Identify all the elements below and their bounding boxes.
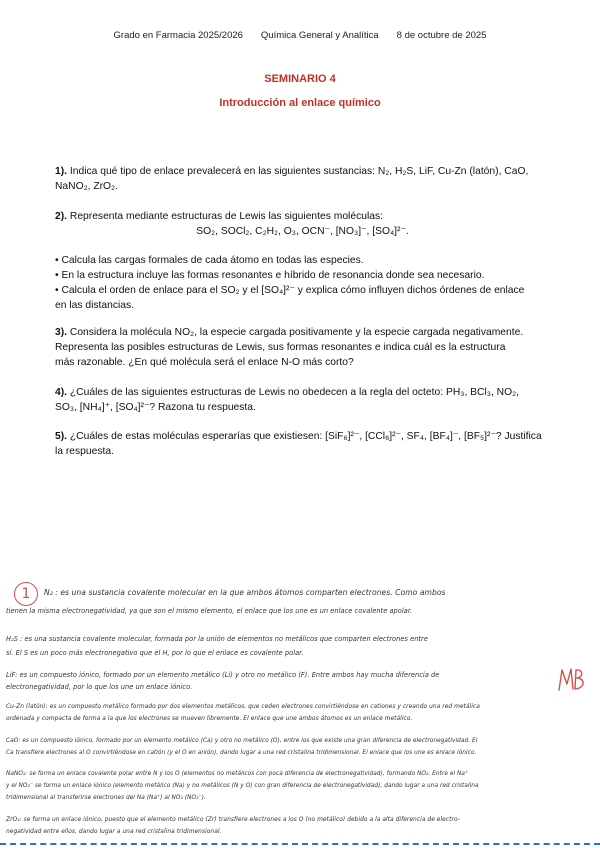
handwritten-answer <box>0 575 600 843</box>
document-header <box>0 30 600 41</box>
question-2-line-1 <box>55 209 550 224</box>
question-2 <box>55 209 550 313</box>
handwritten-line: sí. El S es un poco más electronegativo que el H, por lo que el enlace es covalente polar. <box>6 649 304 657</box>
question-1-number: 1). <box>55 166 68 177</box>
question-1-text: Indica qué tipo de enlace prevalecerá en las siguientes sustancias: N₂, H₂S, LiF, Cu-Zn (latón), CaO, <box>67 166 529 177</box>
handwritten-line: y el NO₂⁻ se forma un enlace iónico (elemento metálico (Na) y no metálicos (N y O) con gran diferencia de electronegatividad), dando lugar a una red cristalina <box>6 783 479 789</box>
bullet-item: en las distancias. <box>55 300 134 311</box>
bullet-item: • Calcula las cargas formales de cada átomo en todas las especies. <box>55 255 364 266</box>
handwritten-line: N₂ : es una sustancia covalente molecular en la que ambos átomos comparten electrones. Como ambos <box>44 588 446 597</box>
handwritten-line: negatividad entre ellos, dando lugar a una red cristalina tridimensional. <box>6 829 222 835</box>
question-3-text: Considera la molécula NO₂, la especie cargada positivamente y la especie cargada negativamente. <box>67 327 524 338</box>
question-2-number: 2). <box>55 211 68 222</box>
question-3-line-3: más razonable. ¿En qué molécula será el enlace N-O más corto? <box>55 357 354 368</box>
handwritten-line: LiF: es un compuesto iónico, formado por un elemento metálico (Li) y otro no metálico (F). Entre ambos hay mucha diferencia de <box>6 671 440 679</box>
question-1-line-2: NaNO₂, ZrO₂. <box>55 181 118 192</box>
circled-number: 1 <box>14 582 38 606</box>
handwritten-line: electronegatividad, por lo que los une un enlace iónico. <box>6 683 193 691</box>
handwritten-line: Cu-Zn (latón): es un compuesto metálico formado por dos elementos metálicos, que ceden electrones convirtiéndose en cationes y creando una red metálica <box>6 704 480 710</box>
question-4-text: ¿Cuáles de las siguientes estructuras de Lewis no obedecen a la regla del octeto: PH₃, BCl₃, NO₂, <box>67 387 519 398</box>
question-5-line-1 <box>55 429 550 444</box>
question-5-number: 5). <box>55 431 68 442</box>
question-3 <box>55 325 550 370</box>
question-3-line-1 <box>55 325 550 340</box>
handwritten-line: H₂S : es una sustancia covalente molecular, formada por la unión de elementos no metálicos que comparten electrones entre <box>6 635 428 643</box>
handwritten-line: Ca transfiere electrones al O convirtiéndose en catión (y el O en anión), dando lugar a una red cristalina tridimensional. El enlace que los une es enlace iónico. <box>6 750 477 756</box>
question-2-bullets <box>55 253 550 313</box>
question-3-line-2: Representa las posibles estructuras de Lewis, sus formas resonantes e indica cuál es la estructura <box>55 342 506 353</box>
seminar-subtitle: Introducción al enlace químico <box>219 97 381 109</box>
handwritten-line: ZrO₂: se forma un enlace iónico, puesto que el elemento metálico (Zr) transfiere electrones a los O (no metálico) debido a la alta diferencia de electro- <box>6 817 460 823</box>
date-label: 8 de octubre de 2025 <box>396 30 487 41</box>
question-5-text: ¿Cuáles de estas moléculas esperarías que existiesen: [SiF₆]²⁻, [CCl₆]²⁻, SF₄, [BF₄]⁻, [BF₅]²⁻? Justifica <box>67 431 542 442</box>
question-3-number: 3). <box>55 327 68 338</box>
handwritten-line: NaNO₂: se forma un enlace covalente polar entre N y los O (elementos no metálicos con poca diferencia de electronegatividad), formando NO₂. Entre el Na⁺ <box>6 771 469 777</box>
handwritten-line: CaO: es un compuesto iónico, formado por un elemento metálico (Ca) y otro no metálico (O), entre los que existe una gran diferencia de electronegatividad. El <box>6 738 478 744</box>
subject-label: Química General y Analítica <box>260 30 379 41</box>
question-4-line-1 <box>55 385 550 400</box>
teacher-initials-mark <box>556 664 588 694</box>
question-4-line-2: SO₃, [NH₄]⁺, [SO₄]²⁻? Razona tu respuesta. <box>55 402 256 413</box>
seminar-title: SEMINARIO 4 <box>264 73 336 85</box>
course-label: Grado en Farmacia 2025/2026 <box>113 30 243 41</box>
question-2-molecules: SO₂, SOCl₂, C₂H₂, O₃, OCN⁻, [NO₃]⁻, [SO₄]²⁻. <box>196 226 409 237</box>
question-4-number: 4). <box>55 387 68 398</box>
question-1 <box>55 164 550 194</box>
bullet-item: • Calcula el orden de enlace para el SO₂ y el [SO₄]²⁻ y explica cómo influyen dichos órdenes de enlace <box>55 285 525 296</box>
handwritten-line: tienen la misma electronegatividad, ya que son el mismo elemento, el enlace que los une es un enlace covalente apolar. <box>6 607 413 615</box>
dashed-divider <box>0 843 600 845</box>
question-5-line-2: la respuesta. <box>55 446 114 457</box>
question-5 <box>55 429 550 459</box>
question-2-text: Representa mediante estructuras de Lewis las siguientes moléculas: <box>67 211 383 222</box>
question-1-line-1 <box>55 164 550 179</box>
handwritten-line: ordenada y compacta de forma a la que los electrones se mueven libremente. El enlace que une ambos átomos es un enlace metálico. <box>6 716 413 722</box>
handwritten-line: tridimensional al transferirse electrones del Na (Na⁺) al NO₂ (NO₂⁻). <box>6 795 206 801</box>
bullet-item: • En la estructura incluye las formas resonantes e híbrido de resonancia donde sea necesario. <box>55 270 485 281</box>
question-4 <box>55 385 550 415</box>
